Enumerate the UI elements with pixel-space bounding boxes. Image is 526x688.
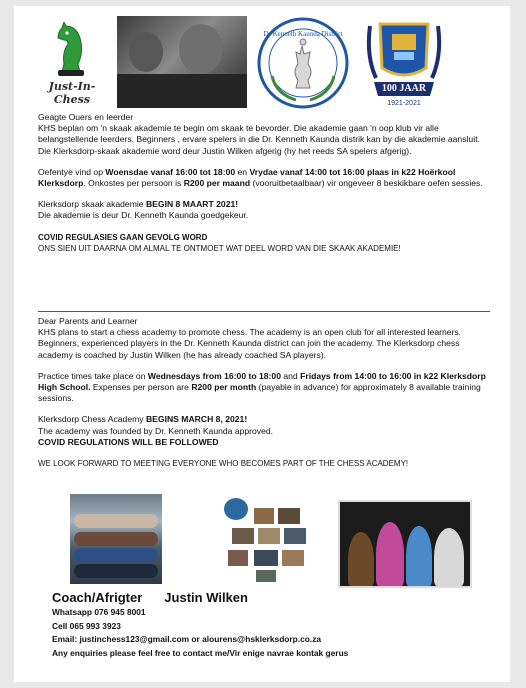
coach-heading xyxy=(52,590,248,605)
badge-years-text: 1921-2021 xyxy=(387,100,421,107)
email-addresses[interactable]: Email: justinchess123@gmail.com or alourens@hsklerksdorp.co.za xyxy=(52,634,322,645)
english-greeting: Dear Parents and Learner xyxy=(38,316,138,326)
english-closing: WE LOOK FORWARD TO MEETING EVERYONE WHO BECOMES PART OF THE CHESS ACADEMY! xyxy=(38,459,409,469)
flyer-page xyxy=(14,6,510,682)
enquiries-note: Any enquiries please feel free to contact me/Vir enige navrae kontak gerus xyxy=(52,647,349,658)
school-badge-logo xyxy=(364,16,444,116)
english-paragraph-2: Practice times take place on Wednesdays from 16:00 to 18:00 and Fridays from 14:00 to 16:00 in k22 Klerksdorp High School. Expenses per person are R200 per month (payable in advance) for approximately 8 available training sessions. xyxy=(38,370,486,404)
just-in-chess-wordmark: Just-In-Chess xyxy=(48,80,96,106)
collage-photo xyxy=(210,494,310,584)
group-photo xyxy=(70,494,162,584)
section-divider xyxy=(38,311,490,312)
coach-name: Justin Wilken xyxy=(164,590,248,605)
afrikaans-greeting: Geagte Ouers en leerder xyxy=(38,112,134,122)
badge-ribbon-text: 100 JAAR xyxy=(381,83,427,94)
seal-text: Dr Kenneth Kaunda District xyxy=(263,30,343,38)
afrikaans-covid-heading: COVID REGULASIES GAAN GEVOLG WORD xyxy=(38,232,208,242)
afrikaans-section xyxy=(38,112,490,264)
afrikaans-paragraph-2: Oefentye vind op Woensdae vanaf 16:00 tot 18:00 en Vrydae vanaf 14:00 tot 16:00 plaas in k22 Hoërkool Klerksdorp. Onkostes per persoon is R200 per maand (vooruitbetaalbaar) vir ongeveer 8 beskikbare oefen sessies. xyxy=(38,166,483,189)
whatsapp-number[interactable]: Whatsapp 076 945 8001 xyxy=(52,607,146,617)
afrikaans-paragraph-3: Klerksdorp skaak akademie BEGIN 8 MAART 2021! Die akademie is deur Dr. Kenneth Kaunda goedgekeur. xyxy=(38,199,249,221)
chess-players-photo xyxy=(117,16,247,108)
players-photo xyxy=(338,500,472,588)
chess-knight-icon xyxy=(54,22,88,76)
contact-details xyxy=(52,606,348,660)
photo-row xyxy=(14,494,510,588)
english-paragraph-1: KHS plans to start a chess academy to promote chess. The academy is an open club for all interested learners. Beginners, experienced players in the Dr. Kenneth Kaunda district can join the academy. The Klerksdorp chess academy is coached by Justin Wilken (he has already coached SA players). xyxy=(38,327,462,360)
afrikaans-paragraph-1: KHS beplan om 'n skaak akademie te begin om skaak te bevorder. Die akademie gaan 'n oop klub vir alle belangstellende leerders. Beginners , ervare spelers in die Dr. Kenneth Kaunda distrik kan by die akademie aansluit. Die Klerksdorp-skaak akademie word deur Justin Wilken afgerig (hy het reeds SA spelers afgerig). xyxy=(38,123,480,156)
english-paragraph-3: Klerksdorp Chess Academy BEGINS MARCH 8, 2021! The academy was founded by Dr. Kenneth Kaunda approved. COVID REGULATIONS WILL BE FOLLOWED xyxy=(38,414,274,447)
district-seal-logo xyxy=(256,16,350,110)
afrikaans-covid-line: ONS SIEN UIT DAARNA OM ALMAL TE ONTMOET WAT DEEL WORD VAN DIE SKAAK AKADEMIE! xyxy=(38,243,401,253)
logo-row xyxy=(14,16,510,116)
english-section xyxy=(38,316,494,479)
just-in-chess-logo xyxy=(32,22,112,104)
coach-label: Coach/Afrigter xyxy=(52,590,143,605)
cell-number[interactable]: Cell 065 993 3923 xyxy=(52,620,121,631)
